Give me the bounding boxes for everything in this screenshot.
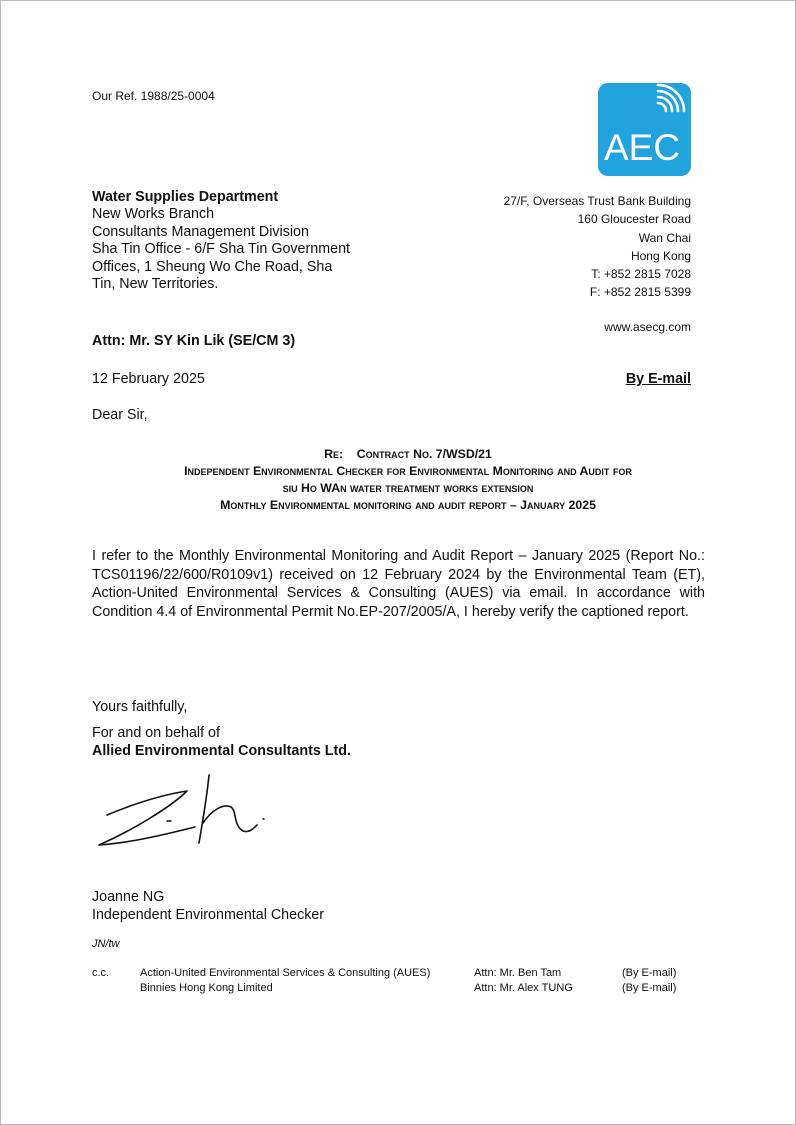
address-line: Wan Chai xyxy=(638,230,691,245)
salutation: Dear Sir, xyxy=(92,407,148,423)
cc-recipient: Binnies Hong Kong Limited xyxy=(140,982,273,994)
website: www.asecg.com xyxy=(604,319,691,334)
subject-line-1 xyxy=(92,446,724,463)
body-paragraph: I refer to the Monthly Environmental Monitoring and Audit Report – January 2025 (Report No.: TCS01196/22/600/R0109v1) received on 12 February 2024 by the Environmental Team (ET), Action-United Environmental Services & Consulting (AUES) via email. In accordance with Condition 4.4 of Environmental Permit No.EP-207/2005/A, I hereby verify the captioned report. xyxy=(92,548,705,620)
handwritten-signature xyxy=(91,769,281,859)
addressee-org: Water Supplies Department xyxy=(92,189,279,205)
closing-block xyxy=(92,698,351,760)
cc-method: (By E-mail) xyxy=(622,967,677,979)
addressee-line: Tin, New Territories. xyxy=(92,276,219,293)
signer-title: Independent Environmental Checker xyxy=(92,907,325,923)
cc-row xyxy=(92,981,712,996)
company-logo xyxy=(598,83,691,176)
cc-row xyxy=(92,966,712,981)
reference-number: Our Ref. 1988/25-0004 xyxy=(92,89,215,103)
logo-text: AEC xyxy=(604,127,681,168)
address-line: 160 Gloucester Road xyxy=(577,212,691,227)
cc-method: (By E-mail) xyxy=(622,982,677,994)
re-label: Re: xyxy=(324,447,344,461)
on-behalf-line: For and on behalf of xyxy=(92,725,220,741)
subject-line-2: Independent Environmental Checker for Environmental Monitoring and Audit for xyxy=(184,464,632,478)
company-address xyxy=(441,192,691,336)
signer-name: Joanne NG xyxy=(92,889,165,905)
attention-line: Attn: Mr. SY Kin Lik (SE/CM 3) xyxy=(92,333,296,349)
delivery-method: By E-mail xyxy=(625,371,691,387)
valediction: Yours faithfully, xyxy=(92,699,188,715)
fax: F: +852 2815 5399 xyxy=(589,285,691,300)
cc-recipient: Action-United Environmental Services & Consulting (AUES) xyxy=(140,967,431,979)
contract-number: Contract No. 7/WSD/21 xyxy=(356,447,492,461)
addressee-line: Consultants Management Division xyxy=(92,223,309,240)
company-name: Allied Environmental Consultants Ltd. xyxy=(92,743,351,759)
cc-attention: Attn: Mr. Alex TUNG xyxy=(474,982,573,994)
addressee-line: Sha Tin Office - 6/F Sha Tin Government xyxy=(92,241,350,258)
subject-line-4: Monthly Environmental monitoring and audit report – January 2025 xyxy=(220,498,596,512)
address-line: 27/F, Overseas Trust Bank Building xyxy=(503,194,691,208)
reference-initials: JN/tw xyxy=(92,938,120,950)
cc-attention: Attn: Mr. Ben Tam xyxy=(474,967,562,979)
cc-list xyxy=(92,966,712,996)
signer-block xyxy=(92,888,324,924)
telephone: T: +852 2815 7028 xyxy=(591,267,691,282)
letter-date: 12 February 2025 xyxy=(92,371,205,387)
addressee-line: New Works Branch xyxy=(92,206,215,223)
cc-label: c.c. xyxy=(92,967,110,979)
address-line: Hong Kong xyxy=(630,248,691,263)
addressee-line: Offices, 1 Sheung Wo Che Road, Sha xyxy=(92,258,333,275)
subject-block xyxy=(92,446,724,514)
subject-line-3: siu Ho WAn water treatment works extension xyxy=(282,481,534,495)
addressee-block xyxy=(92,189,392,293)
